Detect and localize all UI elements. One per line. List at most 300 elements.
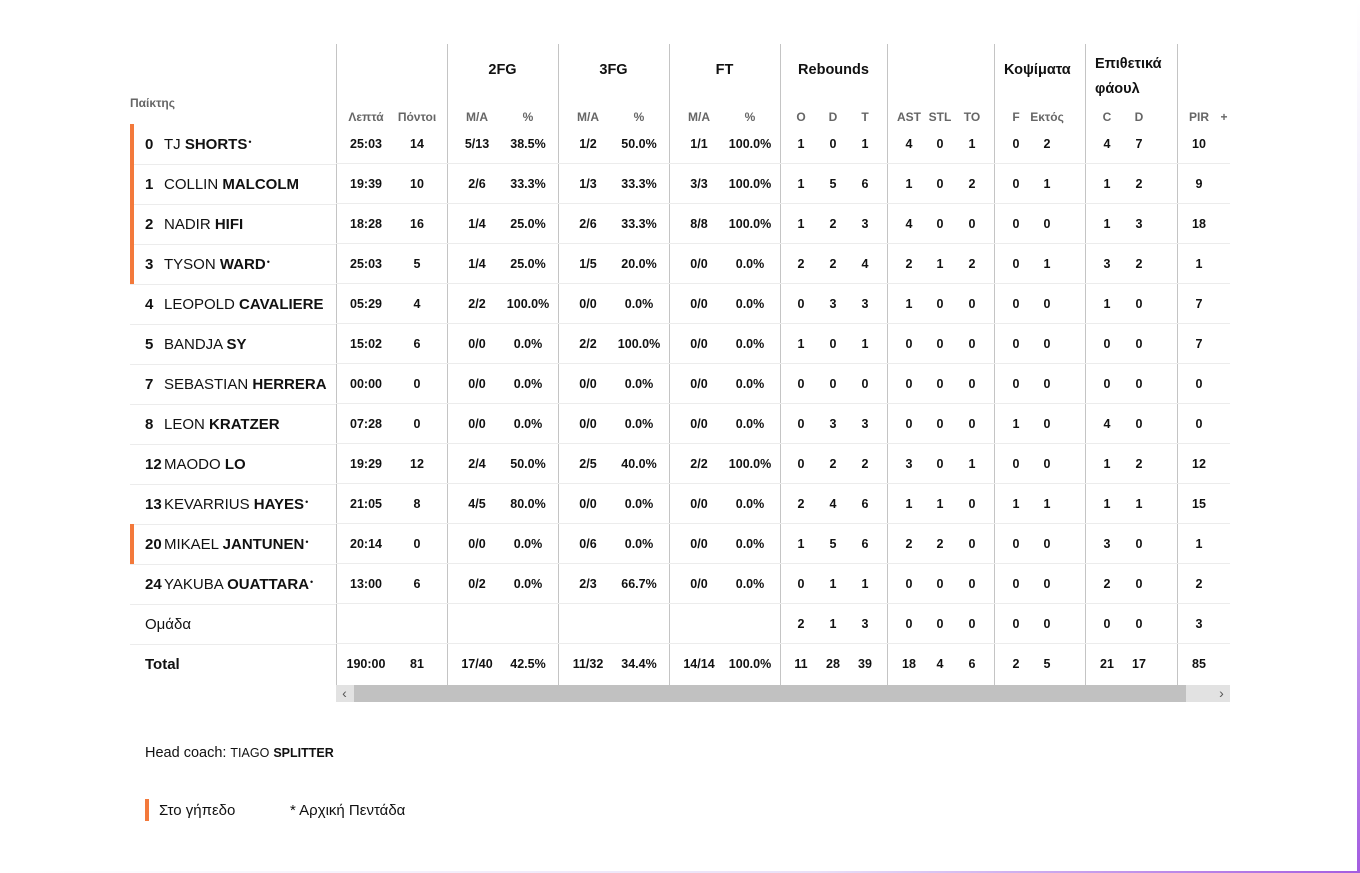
stat-cell: 2	[936, 537, 944, 551]
stat-cell: 17/40	[461, 657, 493, 671]
players-header: Παίκτης	[130, 96, 175, 110]
stat-cell: 1	[861, 337, 869, 351]
column-header[interactable]: C	[1102, 110, 1112, 124]
stat-cell: 2	[797, 257, 805, 271]
stat-cell: 1	[905, 297, 913, 311]
stat-cell: 100.0%	[728, 217, 772, 231]
stat-cell: 0	[905, 417, 913, 431]
stat-cell: 3	[829, 297, 837, 311]
stat-cell: 7	[1135, 137, 1143, 151]
stat-cell: 6	[861, 497, 869, 511]
scroll-left-icon[interactable]: ‹	[342, 685, 347, 701]
stat-cell: 1	[1103, 177, 1111, 191]
stat-cell: 1	[829, 577, 837, 591]
stat-cell: 12	[1192, 457, 1206, 471]
player-first-name: MIKAEL	[164, 536, 219, 553]
stat-cell: 0.0%	[735, 377, 765, 391]
player-name[interactable]	[164, 456, 246, 473]
stat-cell: 1	[861, 577, 869, 591]
stat-cell: 0	[905, 337, 913, 351]
stat-cell: 11/32	[572, 657, 604, 671]
legend-starters: * Αρχική Πεντάδα	[290, 802, 406, 819]
stat-cell: 4	[905, 137, 913, 151]
column-header[interactable]: F	[1012, 110, 1020, 124]
stat-cell: 0.0%	[513, 537, 543, 551]
stat-cell: 0	[968, 297, 976, 311]
stat-cell: 5	[413, 257, 421, 271]
on-court-marker	[130, 164, 134, 204]
stat-cell: 15:02	[350, 337, 382, 351]
column-header[interactable]: D	[1134, 110, 1144, 124]
stat-cell: 6	[413, 577, 421, 591]
team-row	[130, 604, 336, 645]
stat-cell: 4/5	[468, 497, 486, 511]
column-header[interactable]: M/A	[577, 110, 599, 124]
stat-cell: 190:00	[346, 657, 386, 671]
starter-icon: •	[248, 137, 252, 147]
stat-cell: 3	[861, 617, 869, 631]
stat-cell: 3/3	[690, 177, 708, 191]
stat-cell: 18:28	[350, 217, 382, 231]
player-name[interactable]	[164, 576, 313, 593]
player-row	[130, 124, 336, 165]
total-row	[130, 644, 336, 684]
stat-cell: 1	[1043, 257, 1051, 271]
stat-cell: 15	[1192, 497, 1206, 511]
stat-cell: 0	[968, 337, 976, 351]
stat-cell: 0	[1012, 217, 1020, 231]
player-first-name: KEVARRIUS	[164, 496, 250, 513]
stat-cell: 9	[1195, 177, 1203, 191]
stat-cell: 85	[1192, 657, 1206, 671]
stat-group	[887, 44, 995, 701]
stat-cell: 10	[410, 177, 424, 191]
stat-cell: 0	[797, 457, 805, 471]
stat-group	[1177, 44, 1230, 701]
player-first-name: TYSON	[164, 256, 216, 273]
stat-cell: 3	[905, 457, 913, 471]
player-row	[130, 164, 336, 205]
player-name[interactable]	[164, 296, 324, 313]
stat-cell: 0	[1043, 217, 1051, 231]
stat-cell: 0.0%	[624, 297, 654, 311]
stat-cell: 0	[968, 577, 976, 591]
stat-cell: 1	[1135, 497, 1143, 511]
stat-cell: 2/3	[579, 577, 597, 591]
stat-cell: 8	[413, 497, 421, 511]
group-title: 2FG	[488, 62, 517, 78]
scroll-right-icon[interactable]: ›	[1219, 685, 1224, 701]
player-name[interactable]	[164, 176, 299, 193]
player-name[interactable]	[164, 536, 308, 553]
stat-cell: 0/0	[690, 377, 708, 391]
player-name[interactable]	[164, 216, 243, 233]
head-coach-last-name: SPLITTER	[273, 746, 334, 760]
stat-cell: 2/2	[579, 337, 597, 351]
stat-cell: 07:28	[350, 417, 382, 431]
stat-cell: 0	[905, 377, 913, 391]
stat-cell: 0.0%	[735, 537, 765, 551]
stat-cell: 0/0	[690, 257, 708, 271]
player-number: 12	[145, 456, 162, 473]
stat-cell: 16	[410, 217, 424, 231]
stat-cell: 4	[1103, 417, 1111, 431]
column-header[interactable]: %	[744, 110, 756, 124]
player-last-name: HAYES	[253, 496, 305, 513]
stat-cell: 2	[861, 457, 869, 471]
player-last-name: MALCOLM	[222, 176, 300, 193]
stat-cell: 1	[1103, 217, 1111, 231]
player-number: 2	[145, 216, 154, 233]
on-court-legend-marker	[145, 799, 149, 821]
stat-cell: 0/0	[468, 417, 486, 431]
total-row-label: Total	[145, 656, 180, 673]
stat-cell: 34.4%	[621, 657, 657, 671]
stat-cell: 0/0	[690, 297, 708, 311]
stat-cell: 0/2	[468, 577, 486, 591]
stat-cell: 0/0	[690, 497, 708, 511]
stat-group	[336, 44, 448, 701]
stat-cell: 0	[968, 617, 976, 631]
column-header[interactable]: Πόντοι	[397, 110, 437, 124]
stat-cell: 0	[413, 537, 421, 551]
stat-cell: 0.0%	[624, 377, 654, 391]
stat-cell: 0	[1103, 377, 1111, 391]
stat-cell: 38.5%	[510, 137, 546, 151]
column-header[interactable]: O	[796, 110, 806, 124]
stat-cell: 0	[936, 417, 944, 431]
stat-group	[994, 44, 1086, 701]
stat-cell: 3	[1195, 617, 1203, 631]
player-row	[130, 284, 336, 325]
stat-cell: 25.0%	[510, 257, 546, 271]
stat-cell: 0	[936, 137, 944, 151]
player-number: 24	[145, 576, 162, 593]
stat-cell: 1	[968, 137, 976, 151]
stat-cell: 0	[1043, 337, 1051, 351]
player-row	[130, 524, 336, 565]
player-first-name: NADIR	[164, 216, 211, 233]
stat-cell: 5	[1043, 657, 1051, 671]
starter-icon: •	[266, 257, 270, 267]
stat-cell	[609, 604, 669, 644]
stat-cell: 0	[1135, 617, 1143, 631]
player-number: 8	[145, 416, 154, 433]
stat-cell: 2	[905, 537, 913, 551]
stat-cell: 0/0	[690, 537, 708, 551]
stat-cell: 0/6	[579, 537, 597, 551]
stat-cell: 20.0%	[621, 257, 657, 271]
stat-cell: 7	[1195, 297, 1203, 311]
stat-cell: 2	[1135, 457, 1143, 471]
player-number: 7	[145, 376, 154, 393]
stat-cell: 2	[829, 457, 837, 471]
player-row	[130, 404, 336, 445]
stat-cell: 0	[1043, 617, 1051, 631]
player-number: 13	[145, 496, 162, 513]
stat-cell: 100.0%	[617, 337, 661, 351]
stat-cell: 0	[968, 497, 976, 511]
stat-cell: 2	[905, 257, 913, 271]
stat-cell: 0.0%	[513, 377, 543, 391]
stat-cell: 0	[829, 137, 837, 151]
stat-cell: 0	[1043, 537, 1051, 551]
stat-cell: 3	[1103, 537, 1111, 551]
stat-cell: 19:29	[350, 457, 382, 471]
stat-cell: 0	[1103, 337, 1111, 351]
stat-cell: 2/2	[468, 297, 486, 311]
stat-cell: 00:00	[350, 377, 382, 391]
stat-cell: 21	[1100, 657, 1114, 671]
head-coach-label: Head coach:	[145, 745, 227, 761]
horizontal-scrollbar[interactable]	[336, 685, 1230, 702]
stat-cell: 17	[1132, 657, 1146, 671]
on-court-marker	[130, 524, 134, 564]
stat-cell: 0.0%	[513, 417, 543, 431]
stat-cell: 100.0%	[728, 457, 772, 471]
stat-cell: 2	[968, 257, 976, 271]
column-header[interactable]: Λεπτά	[348, 110, 384, 124]
group-title: Rebounds	[798, 62, 869, 78]
stat-cell: 0.0%	[735, 417, 765, 431]
stat-cell: 0.0%	[735, 297, 765, 311]
stat-cell: 0	[968, 217, 976, 231]
player-last-name: OUATTARA	[227, 576, 310, 593]
player-number: 4	[145, 296, 154, 313]
stat-cell: 0	[1195, 377, 1203, 391]
stat-cell: 0	[936, 337, 944, 351]
legend-on-court: Στο γήπεδο	[159, 802, 236, 819]
starter-icon: •	[310, 577, 314, 587]
column-header[interactable]: %	[633, 110, 645, 124]
stat-cell: 0	[936, 617, 944, 631]
player-last-name: SY	[226, 336, 247, 353]
column-header[interactable]: M/A	[688, 110, 710, 124]
stat-cell: 05:29	[350, 297, 382, 311]
stat-cell: 33.3%	[510, 177, 546, 191]
stat-cell: 20:14	[350, 537, 382, 551]
stat-cell: 100.0%	[506, 297, 550, 311]
players-column	[130, 44, 337, 701]
head-coach	[145, 745, 334, 761]
stat-cell: 0	[1135, 377, 1143, 391]
player-row	[130, 484, 336, 525]
stat-cell: 3	[861, 417, 869, 431]
stat-cell: 0	[1012, 137, 1020, 151]
stat-cell: 7	[1195, 337, 1203, 351]
stat-cell: 11	[794, 657, 808, 671]
stat-group	[669, 44, 781, 701]
stat-cell: 39	[858, 657, 872, 671]
player-name[interactable]	[164, 496, 308, 513]
starter-icon: •	[305, 537, 309, 547]
column-header[interactable]: PIR	[1188, 110, 1209, 124]
stat-cell: 0/0	[579, 417, 597, 431]
stat-cell: 42.5%	[510, 657, 546, 671]
column-header[interactable]: STL	[928, 110, 952, 124]
stat-cell: 0.0%	[735, 577, 765, 591]
stat-cell: 1	[1012, 497, 1020, 511]
stat-cell: 3	[861, 217, 869, 231]
player-name[interactable]	[164, 336, 247, 353]
stat-cell: 33.3%	[621, 217, 657, 231]
scroll-thumb[interactable]	[354, 685, 1186, 702]
stat-cell: 2/6	[468, 177, 486, 191]
stat-cell: 1/1	[690, 137, 708, 151]
stat-cell: 0.0%	[735, 497, 765, 511]
starter-icon: •	[305, 497, 309, 507]
player-number: 3	[145, 256, 154, 273]
player-first-name: MAODO	[164, 456, 221, 473]
stat-cell: 0	[413, 417, 421, 431]
player-last-name: SHORTS	[184, 136, 248, 153]
column-header[interactable]: T	[861, 110, 869, 124]
stat-cell: 0.0%	[735, 257, 765, 271]
team-row-label: Ομάδα	[145, 616, 192, 633]
stat-group	[1085, 44, 1178, 701]
stat-cell: 1	[797, 137, 805, 151]
stat-cell: 0	[797, 417, 805, 431]
stat-cell: 0	[1012, 377, 1020, 391]
stat-cell: 0	[1012, 577, 1020, 591]
stat-cell: 2/4	[468, 457, 486, 471]
stat-cell: 0	[861, 377, 869, 391]
stat-cell: 0	[797, 377, 805, 391]
stat-cell: 1/5	[579, 257, 597, 271]
player-name[interactable]	[164, 416, 280, 433]
stat-cell: 0/0	[468, 377, 486, 391]
stat-cell: 5	[829, 177, 837, 191]
column-header[interactable]: Εκτός	[1030, 110, 1064, 124]
player-row	[130, 364, 336, 405]
stat-cell: 2	[797, 497, 805, 511]
stat-cell: 0	[968, 537, 976, 551]
player-row	[130, 244, 336, 285]
group-title: FT	[715, 62, 734, 78]
stat-cell: 1	[936, 497, 944, 511]
stat-cell: 3	[861, 297, 869, 311]
player-last-name: HERRERA	[252, 376, 327, 393]
stat-cell: 0	[968, 417, 976, 431]
column-header[interactable]: D	[828, 110, 838, 124]
head-coach-first-name: TIAGO	[230, 746, 270, 760]
stat-cell: 1	[797, 537, 805, 551]
player-last-name: LO	[224, 456, 246, 473]
stat-cell: 1/4	[468, 217, 486, 231]
column-header[interactable]: M/A	[466, 110, 488, 124]
group-title: 3FG	[599, 62, 628, 78]
player-first-name: COLLIN	[164, 176, 219, 193]
stat-cell: 25.0%	[510, 217, 546, 231]
stat-cell: 2	[1135, 177, 1143, 191]
stat-cell: 40.0%	[621, 457, 657, 471]
stat-cell: 6	[861, 177, 869, 191]
stat-cell: 0	[1135, 297, 1143, 311]
stat-group	[780, 44, 888, 701]
stat-cell: 0/0	[579, 497, 597, 511]
stat-cell: 1	[1043, 177, 1051, 191]
stat-cell: 10	[1192, 137, 1206, 151]
stat-cell: 0	[1012, 337, 1020, 351]
group-title: Επιθετικά φάουλ	[1095, 56, 1162, 97]
column-header[interactable]: TO	[963, 110, 981, 124]
stat-cell: 13:00	[350, 577, 382, 591]
stat-cell: 2	[1195, 577, 1203, 591]
stat-cell: 0	[1043, 377, 1051, 391]
stat-cell: 2	[1103, 577, 1111, 591]
stat-cell: 2/2	[690, 457, 708, 471]
column-header[interactable]: AST	[897, 110, 921, 124]
stat-cell	[387, 604, 447, 644]
stat-cell: 5/13	[464, 137, 490, 151]
stat-cell: 0	[829, 377, 837, 391]
stat-cell: 12	[410, 457, 424, 471]
player-name[interactable]	[164, 256, 270, 273]
stat-cell: 100.0%	[728, 657, 772, 671]
stat-cell: 1	[829, 617, 837, 631]
stat-cell: 4	[936, 657, 944, 671]
stat-cell: 80.0%	[510, 497, 546, 511]
stat-cell: 0	[1043, 417, 1051, 431]
stat-cell: 0	[413, 377, 421, 391]
stat-cell: 1	[905, 497, 913, 511]
player-number: 5	[145, 336, 154, 353]
on-court-marker	[130, 124, 134, 164]
stat-cell: 1	[1195, 537, 1203, 551]
stat-cell: 18	[1192, 217, 1206, 231]
stat-cell: 2	[968, 177, 976, 191]
player-last-name: WARD	[219, 256, 266, 273]
player-name[interactable]	[164, 376, 327, 393]
column-header[interactable]: +	[1220, 110, 1228, 124]
stat-cell: 3	[1135, 217, 1143, 231]
stat-cell: 2	[1135, 257, 1143, 271]
stat-cell: 0	[936, 177, 944, 191]
player-number: 0	[145, 136, 154, 153]
player-row	[130, 444, 336, 485]
stat-cell: 0/0	[690, 337, 708, 351]
stat-cell: 4	[829, 497, 837, 511]
group-title: Κοψίματα	[1004, 62, 1071, 78]
stat-cell: 2	[829, 257, 837, 271]
player-name[interactable]	[164, 136, 252, 153]
stat-cell: 2	[1043, 137, 1051, 151]
stat-cell: 1	[1195, 257, 1203, 271]
column-header[interactable]: %	[522, 110, 534, 124]
boxscore-table	[130, 44, 1230, 704]
player-first-name: TJ	[164, 136, 181, 153]
stat-cell: 25:03	[350, 137, 382, 151]
stat-cell: 0	[905, 577, 913, 591]
player-number: 1	[145, 176, 154, 193]
stat-cell: 33.3%	[621, 177, 657, 191]
stat-cell: 0.0%	[513, 577, 543, 591]
stat-cell: 6	[413, 337, 421, 351]
stat-cell: 3	[1103, 257, 1111, 271]
player-number: 20	[145, 536, 162, 553]
stat-cell: 0.0%	[624, 417, 654, 431]
stat-cell: 1	[861, 137, 869, 151]
stat-cell: 0	[1195, 417, 1203, 431]
player-first-name: LEON	[164, 416, 205, 433]
stat-cell: 2	[797, 617, 805, 631]
stat-cell: 2	[1012, 657, 1020, 671]
stat-cell: 19:39	[350, 177, 382, 191]
stat-cell: 0	[968, 377, 976, 391]
stat-group	[447, 44, 559, 701]
stat-cell: 0	[936, 577, 944, 591]
stat-cell: 4	[905, 217, 913, 231]
